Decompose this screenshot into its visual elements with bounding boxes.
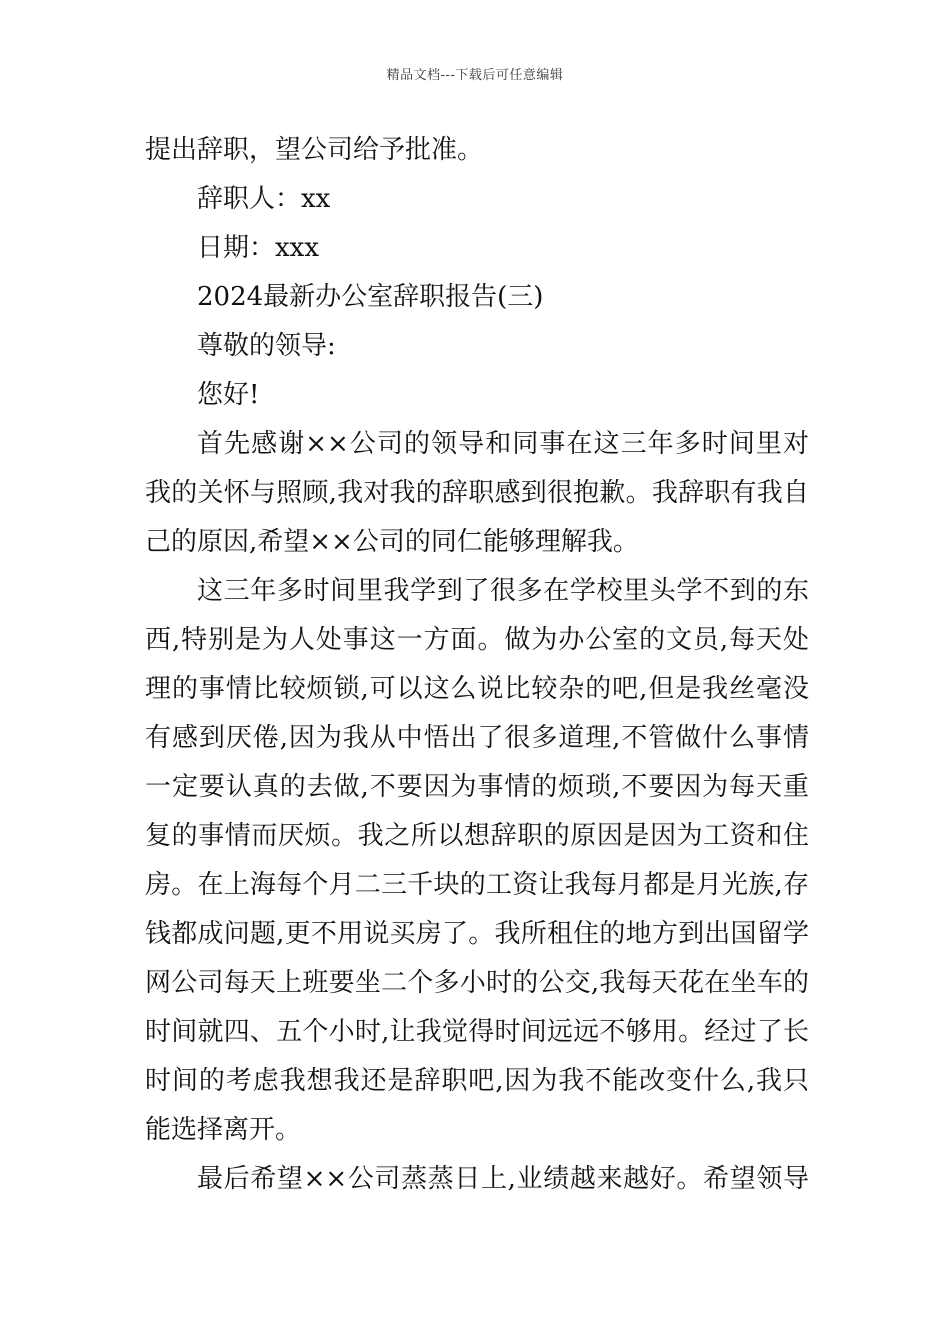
paragraph-line: 我的关怀与照顾,我对我的辞职感到很抱歉。我辞职有我自: [145, 478, 809, 508]
paragraph-line: 钱都成问题,更不用说买房了。我所租住的地方到出国留学: [145, 919, 809, 949]
paragraph-line: 理的事情比较烦锁,可以这么说比较杂的吧,但是我丝毫没: [145, 674, 809, 704]
section-title: 2024最新办公室辞职报告(三): [197, 282, 544, 312]
paragraph-line: 时间就四、五个小时,让我觉得时间远远不够用。经过了长: [145, 1017, 809, 1047]
paragraph-line: 首先感谢××公司的领导和同事在这三年多时间里对: [197, 429, 809, 459]
page-header: 精品文档---下载后可任意编辑: [386, 68, 564, 83]
signer-line: 辞职人：xx: [197, 184, 331, 214]
date-line: 日期：xxx: [197, 233, 319, 263]
paragraph-line: 己的原因,希望××公司的同仁能够理解我。: [145, 527, 639, 557]
paragraph-line: 最后希望××公司蒸蒸日上,业绩越来越好。希望领导: [197, 1164, 809, 1194]
paragraph-line: 西,特别是为人处事这一方面。做为办公室的文员,每天处: [145, 625, 809, 655]
paragraph-line: 这三年多时间里我学到了很多在学校里头学不到的东: [197, 576, 809, 606]
paragraph-line: 有感到厌倦,因为我从中悟出了很多道理,不管做什么事情: [145, 723, 809, 753]
paragraph-line: 时间的考虑我想我还是辞职吧,因为我不能改变什么,我只: [145, 1066, 809, 1096]
body-line: 提出辞职，望公司给予批准。: [145, 135, 484, 165]
greeting: 您好!: [197, 380, 260, 410]
paragraph-line: 能选择离开。: [145, 1115, 302, 1145]
salutation: 尊敬的领导:: [197, 331, 336, 361]
paragraph-line: 房。在上海每个月二三千块的工资让我每月都是月光族,存: [145, 870, 809, 900]
document-body: [145, 126, 809, 1204]
paragraph-line: 一定要认真的去做,不要因为事情的烦琐,不要因为每天重: [145, 772, 809, 802]
paragraph-line: 复的事情而厌烦。我之所以想辞职的原因是因为工资和住: [145, 821, 809, 851]
paragraph-line: 网公司每天上班要坐二个多小时的公交,我每天花在坐车的: [145, 968, 809, 998]
